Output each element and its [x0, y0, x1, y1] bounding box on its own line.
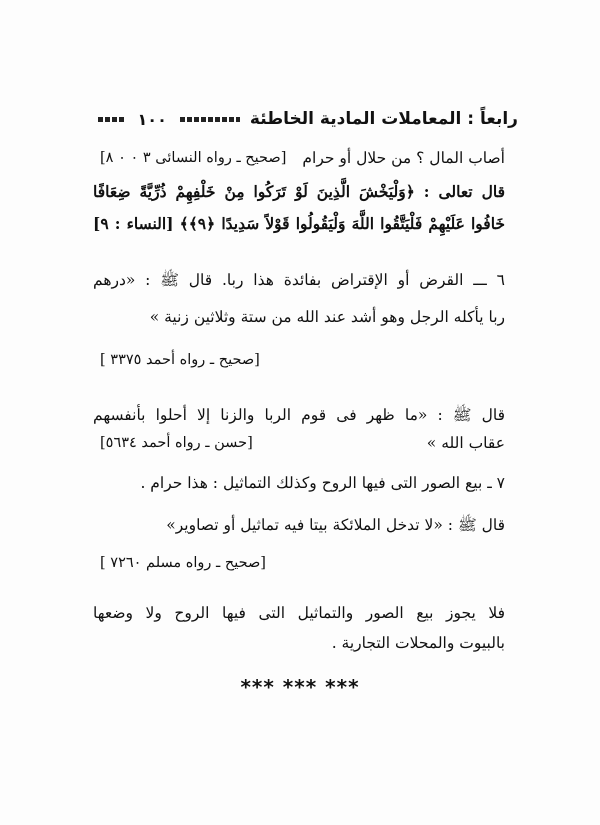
- page-number: ١٠٠: [137, 109, 167, 129]
- citation-ahmad-3375: [صحيح ـ رواه أحمد ٣٣٧٥ ]: [100, 352, 260, 368]
- text-line-1: أصاب المال ؟ من حلال أو حرام: [302, 149, 505, 167]
- text-line-8: عقاب الله »: [426, 434, 505, 452]
- text-line-12: فلا يجوز بيع الصور والتماثيل التى فيها الروح ولا وضعها: [93, 604, 505, 622]
- text-line-5: ربا يأكله الرجل وهو أشد عند الله من ستة وثلاثين زنية »: [149, 308, 505, 326]
- text-line-7: قال ﷺ : «ما ظهر فى قوم الربا والزنا إلا أحلوا بأنفسهم: [93, 406, 505, 424]
- section-separator: *** *** ***: [240, 675, 360, 699]
- page-header: [98, 104, 518, 134]
- citation-nasai: [صحيح ـ رواه النسائى ٣ ٠ ٠ ٨]: [100, 150, 287, 166]
- header-ornament-left: [98, 117, 124, 122]
- text-line-10: قال ﷺ : «لا تدخل الملائكة بيتا فيه تماثيل أو تصاوير»: [166, 516, 505, 534]
- text-line-9: ٧ ـ بيع الصور التى فيها الروح وكذلك التماثيل : هذا حرام .: [140, 474, 505, 492]
- header-ornament-middle: [180, 117, 240, 122]
- quran-verse-line-1: قال تعالى : ﴿وَلْيَخْشَ الَّذِينَ لَوْ تَرَكُوا مِنْ خَلْفِهِمْ ذُرِّيَّةً ضِعَافًا: [93, 182, 505, 201]
- text-line-13: بالبيوت والمحلات التجارية .: [331, 634, 505, 652]
- citation-ahmad-5634: [حسن ـ رواه أحمد ٥٦٣٤]: [100, 435, 253, 451]
- text-line-4: ٦ ـــ القرض أو الإقتراض بفائدة هذا ربا. قال ﷺ : «درهم: [93, 271, 505, 289]
- quran-verse-line-2: خَافُوا عَلَيْهِمْ فَلْيَتَّقُوا اللَّهَ وَلْيَقُولُوا قَوْلاً سَدِيدًا ﴿٩﴾﴾ [النساء : ٩]: [93, 214, 506, 233]
- section-title: رابعاً : المعاملات المادية الخاطئة: [249, 109, 518, 129]
- citation-muslim-7260: [صحيح ـ رواه مسلم ٧٢٦٠ ]: [100, 555, 266, 571]
